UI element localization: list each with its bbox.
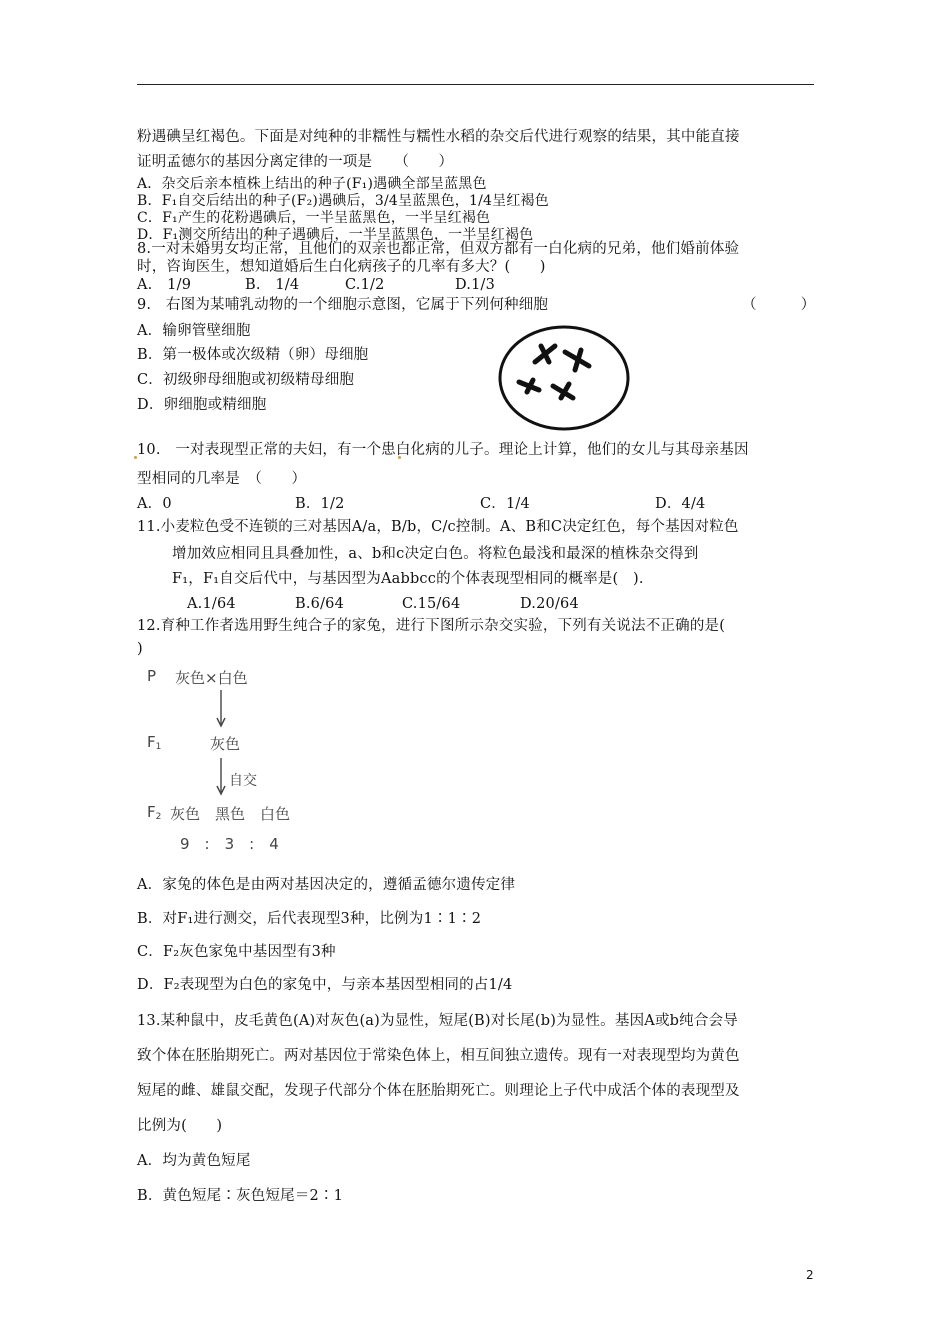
q12-stem-line1: 12.育种工作者选用野生纯合子的家兔，进行下图所示杂交实验，下列有关说法不正确的是(	[137, 618, 726, 634]
q9-option-c: C．初级卵母细胞或初级精母细胞	[137, 372, 355, 388]
q10-option-a: A．0	[137, 496, 172, 512]
page-number: 2	[806, 1268, 814, 1282]
q13-stem-line2: 致个体在胚胎期死亡。两对基因位于常染色体上，相互间独立遗传。现有一对表现型均为黄色	[137, 1048, 740, 1064]
q9-stem: 9. 右图为某哺乳动物的一个细胞示意图，它属于下列何种细胞	[137, 297, 549, 313]
p-generation-label: P	[147, 667, 157, 685]
q9-answer-paren: （ ）	[742, 297, 816, 313]
arrow-down-icon	[215, 758, 227, 798]
q13-stem-line3: 短尾的雌、雄鼠交配，发现子代部分个体在胚胎期死亡。则理论上子代中成活个体的表现型及	[137, 1083, 740, 1099]
q12-option-a: A．家兔的体色是由两对基因决定的，遵循孟德尔遗传定律	[137, 877, 516, 893]
header-rule	[137, 84, 814, 85]
q8-option-d: D.1/3	[455, 277, 496, 293]
q11-option-d: D.20/64	[520, 596, 579, 612]
q8-stem-line2: 时，咨询医生，想知道婚后生白化病孩子的几率有多大？( )	[137, 259, 546, 275]
q7-option-d: D．F₁测交所结出的种子遇碘后，一半呈蓝黑色，一半呈红褐色	[137, 227, 534, 243]
q13-option-b: B．黄色短尾∶灰色短尾＝2∶1	[137, 1188, 344, 1204]
q13-stem-line1: 13.某种鼠中，皮毛黄色(A)对灰色(a)为显性，短尾(B)对长尾(b)为显性。基因A或b纯合会导	[137, 1013, 738, 1029]
q10-option-d: D．4/4	[655, 496, 706, 512]
q9-option-d: D．卵细胞或精细胞	[137, 397, 267, 413]
q11-stem-line1: 11.小麦粒色受不连锁的三对基因A/a，B/b，C/c控制。A、B和C决定红色，每个基因对粒色	[137, 519, 739, 535]
q9-option-b: B．第一极体或次级精（卵）母细胞	[137, 347, 369, 363]
f1-phenotype: 灰色	[210, 735, 241, 753]
q10-stem-line2: 型相同的几率是 （ ）	[137, 471, 307, 487]
f1-generation-label: $F_1$	[147, 733, 162, 752]
q10-option-c: C．1/4	[480, 496, 530, 512]
q9-option-a: A．输卵管壁细胞	[137, 323, 251, 339]
chromosome-2-arm	[575, 350, 581, 370]
q8-option-c: C.1/2	[345, 277, 385, 293]
q11-stem-line2: 增加效应相同且具叠加性，a、b和c决定白色。将粒色最浅和最深的植株杂交得到	[172, 546, 699, 562]
chromosome-3-arm	[527, 380, 533, 392]
q7-stem-line1: 粉遇碘呈红褐色。下面是对纯种的非糯性与糯性水稻的杂交后代进行观察的结果，其中能直接	[137, 129, 740, 145]
q8-stem-line1: 8.一对未婚男女均正常，且他们的双亲也都正常，但双方都有一白化病的兄弟，他们婚前体验	[137, 241, 740, 257]
selfing-label: 自交	[229, 773, 257, 789]
q11-stem-line3: F₁，F₁自交后代中，与基因型为Aabbcc的个体表现型相同的概率是( ).	[172, 571, 644, 587]
cell-diagram	[497, 324, 631, 432]
chromosome-group	[519, 346, 589, 398]
q12-stem-line2: )	[137, 641, 143, 657]
q8-option-a: A. 1/9	[137, 277, 192, 293]
q10-option-b: B．1/2	[295, 496, 345, 512]
q7-option-a: A．杂交后亲本植株上结出的种子(F₁)遇碘全部呈蓝黑色	[137, 176, 487, 192]
p-cross-text: 灰色×白色	[175, 669, 248, 687]
q7-option-b: B．F₁自交后结出的种子(F₂)遇碘后，3/4呈蓝黑色，1/4呈红褐色	[137, 193, 549, 209]
q8-option-b: B. 1/4	[245, 277, 300, 293]
q7-stem-line2: 证明孟德尔的基因分离定律的一项是 （ ）	[137, 154, 454, 170]
f2-generation-label: $F_2$	[147, 803, 162, 822]
f2-phenotypes: 灰色 黑色 白色	[170, 805, 291, 823]
q13-option-a: A．均为黄色短尾	[137, 1153, 251, 1169]
q11-option-a: A.1/64	[187, 596, 236, 612]
arrow-down-icon	[215, 690, 227, 730]
q12-option-b: B．对F₁进行测交，后代表现型3种，比例为1∶1∶2	[137, 911, 482, 927]
f2-ratio: 9 : 3 : 4	[180, 835, 279, 853]
q11-option-b: B.6/64	[295, 596, 345, 612]
q12-option-c: C．F₂灰色家兔中基因型有3种	[137, 944, 336, 960]
q12-option-d: D．F₂表现型为白色的家兔中，与亲本基因型相同的占1/4	[137, 977, 513, 993]
q7-option-c: C．F₁产生的花粉遇碘后，一半呈蓝黑色，一半呈红褐色	[137, 210, 491, 226]
q13-stem-line4: 比例为( )	[137, 1118, 223, 1134]
q11-option-c: C.15/64	[402, 596, 461, 612]
q10-stem-line1: 10. 一对表现型正常的夫妇，有一个患白化病的儿子。理论上计算，他们的女儿与其母亲基因	[137, 442, 749, 458]
